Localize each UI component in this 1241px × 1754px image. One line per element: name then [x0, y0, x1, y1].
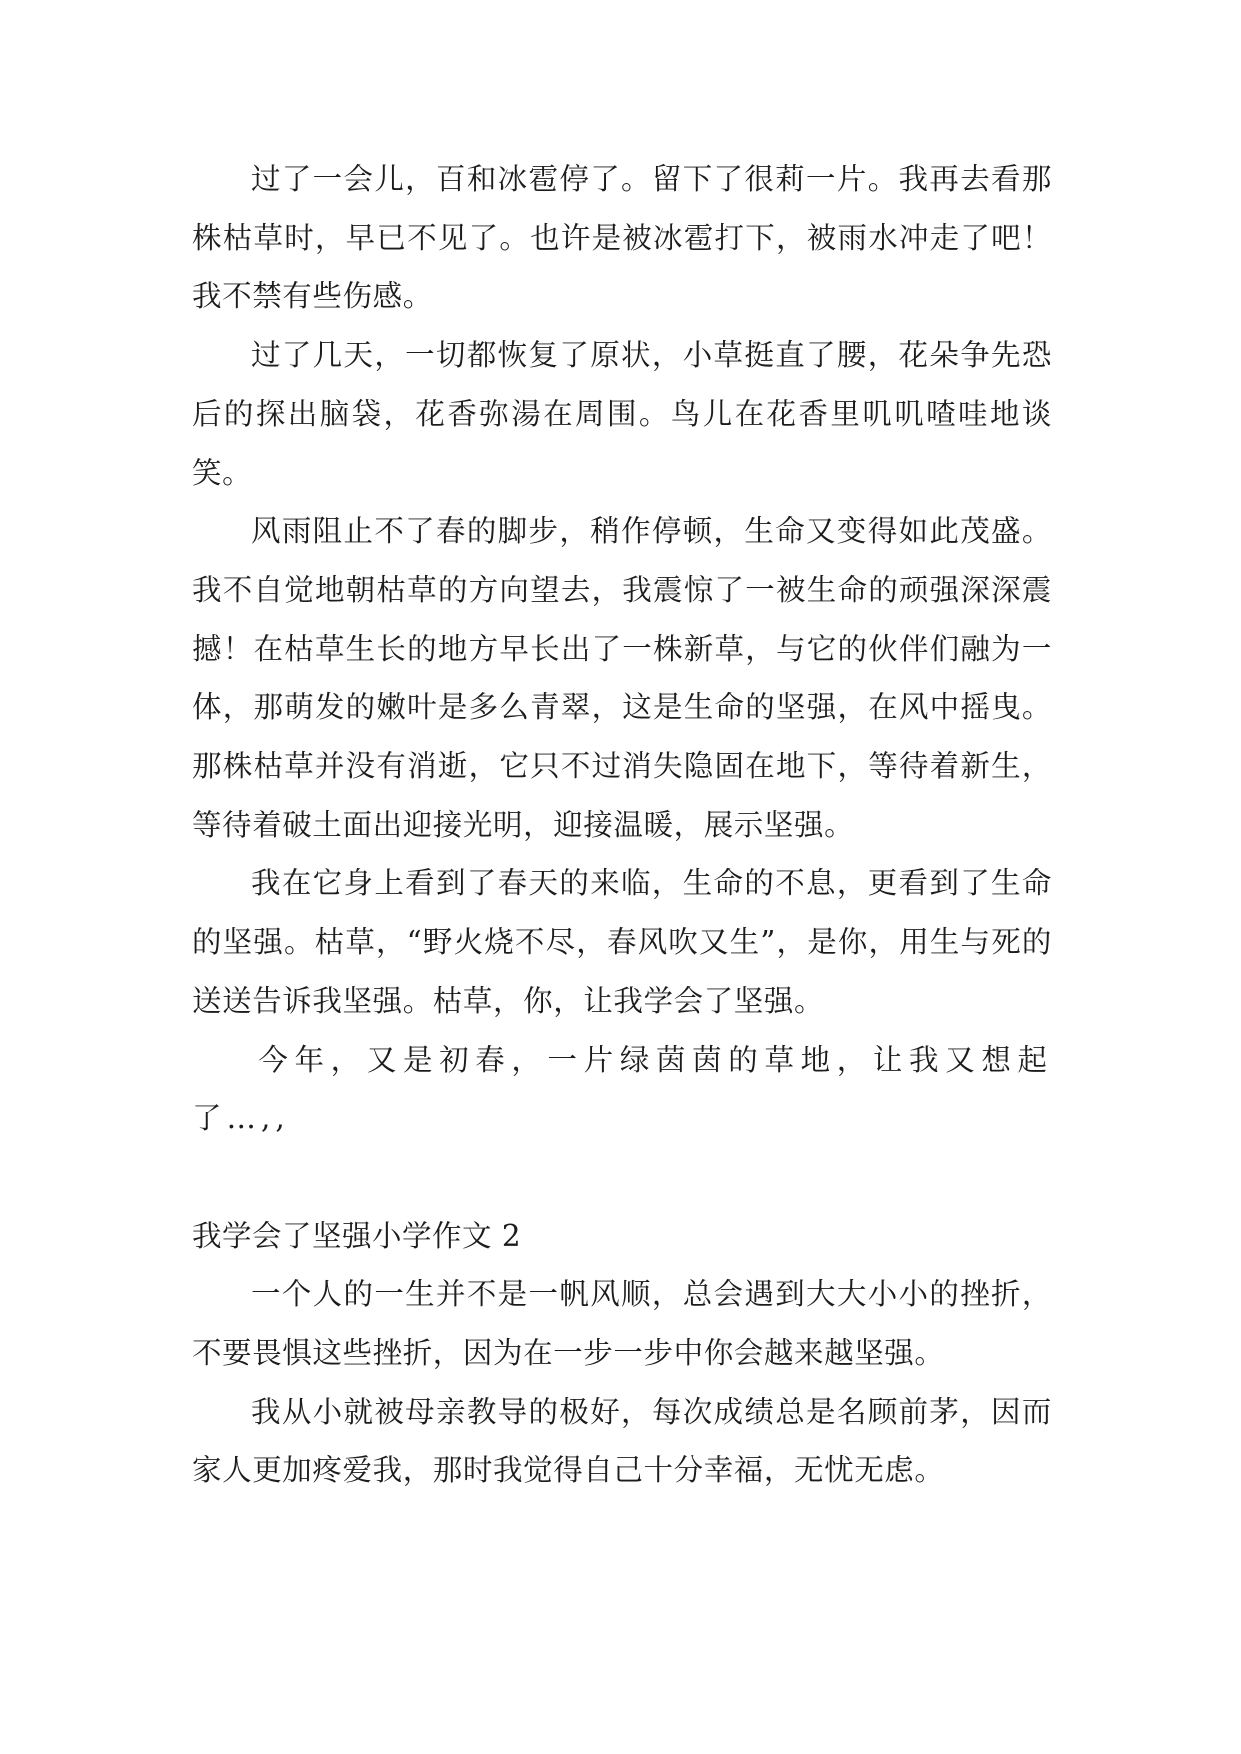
paragraph-life-not-smooth: 一个人的一生并不是一帆风顺，总会遇到大大小小的挫折，不要畏惧这些挫折，因为在一步一步中你会越来越坚强。 — [192, 1277, 1052, 1371]
paragraph-childhood: 我从小就被母亲教导的极好，每次成绩总是名顾前茅，因而家人更加疼爱我，那时我觉得自己十分幸福，无忧无虑。 — [192, 1394, 1052, 1488]
section-gap — [192, 1148, 1052, 1207]
paragraph-learned-strength: 我在它身上看到了春天的来临，生命的不息，更看到了生命的坚强。枯草，“野火烧不尽，春风吹又生”，是你，用生与死的送送告诉我坚强。枯草，你，让我学会了坚强。 — [192, 866, 1052, 1018]
document-page — [192, 150, 1052, 1500]
paragraph-early-spring: 今年，又是初春，一片绿茵茵的草地，让我又想起了…,, — [192, 1042, 1052, 1136]
paragraph-spring-steps: 风雨阻止不了春的脚步，稍作停顿，生命又变得如此茂盛。我不自觉地朝枯草的方向望去，我震惊了一被生命的顽强深深震撼！在枯草生长的地方早长出了一株新草，与它的伙伴们融为一体，那萌发的嫩叶是多么青翠，这是生命的坚强，在风中摇曳。那株枯草并没有消逝，它只不过消失隐固在地下，等待着新生，等待着破土面出迎接光明，迎接温暖，展示坚强。 — [192, 514, 1052, 842]
section-title: 我学会了坚强小学作文 2 — [192, 1218, 522, 1253]
paragraph-hail-stopped: 过了一会儿，百和冰雹停了。留下了很莉一片。我再去看那株枯草时，早已不见了。也许是被冰雹打下，被雨水冲走了吧！我不禁有些伤感。 — [192, 162, 1052, 314]
paragraph-days-later: 过了几天，一切都恢复了原状，小草挺直了腰，花朵争先恐后的探出脑袋，花香弥湯在周围。鸟儿在花香里叽叽喳哇地谈笑。 — [192, 338, 1052, 490]
